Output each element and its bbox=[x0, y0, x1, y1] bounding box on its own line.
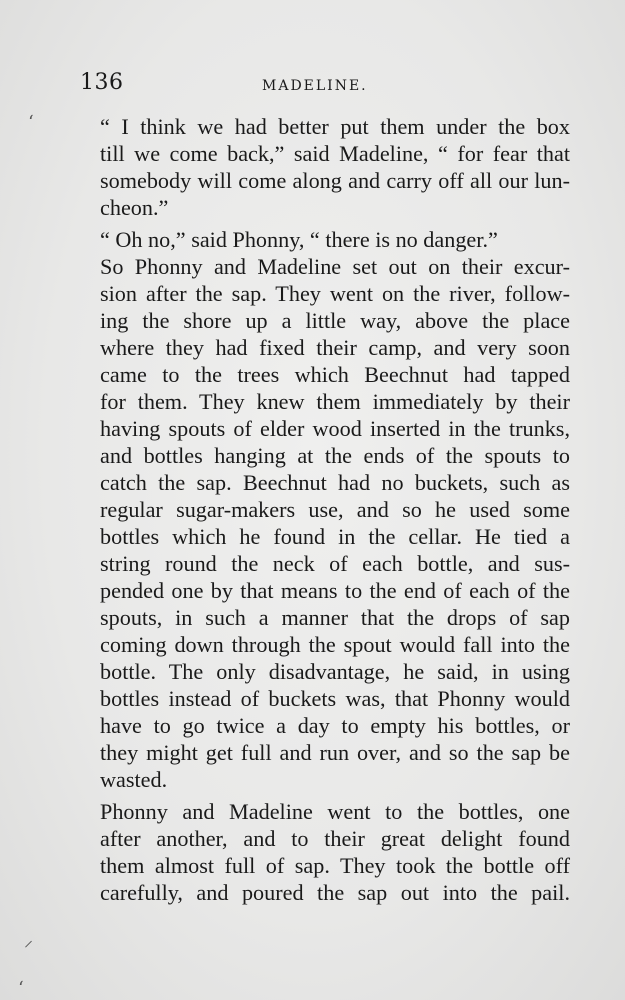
text-line: for them. They knew them immediately by their bbox=[100, 389, 570, 414]
text-line: coming down through the spout would fall into the bbox=[100, 632, 570, 657]
text-line: bottle. The only disadvantage, he said, in using bbox=[100, 659, 570, 684]
text-line: cheon.” bbox=[100, 195, 169, 220]
text-line: “ Oh no,” said Phonny, “ there is no danger.” bbox=[100, 227, 498, 252]
margin-specks: ⸝ bbox=[24, 930, 33, 951]
text-line: have to go twice a day to empty his bottles, or bbox=[100, 713, 570, 738]
paragraph bbox=[78, 798, 570, 906]
margin-specks: ʻ bbox=[28, 112, 34, 133]
text-line: they might get full and run over, and so the sap be bbox=[100, 740, 570, 765]
text-line: catch the sap. Beechnut had no buckets, such as bbox=[100, 470, 570, 495]
text-line: after another, and to their great delight found bbox=[100, 826, 570, 851]
text-line: having spouts of elder wood inserted in the trunks, bbox=[100, 416, 570, 441]
text-line: wasted. bbox=[100, 767, 168, 792]
text-line: spouts, in such a manner that the drops of sap bbox=[100, 605, 570, 630]
text-line: “ I think we had better put them under the box bbox=[100, 114, 570, 139]
text-line: them almost full of sap. They took the bottle off bbox=[100, 853, 570, 878]
text-line: came to the trees which Beechnut had tapped bbox=[100, 362, 570, 387]
text-line: ing the shore up a little way, above the place bbox=[100, 308, 570, 333]
text-line: where they had fixed their camp, and very soon bbox=[100, 335, 570, 360]
body-text bbox=[78, 113, 570, 906]
text-line: sion after the sap. They went on the river, follow- bbox=[100, 281, 570, 306]
text-line: string round the neck of each bottle, and sus- bbox=[100, 551, 570, 576]
page-number: 136 bbox=[80, 70, 124, 95]
text-line: and bottles hanging at the ends of the spouts to bbox=[100, 443, 570, 468]
text-line: till we come back,” said Madeline, “ for fear that bbox=[100, 141, 570, 166]
text-line: bottles which he found in the cellar. He tied a bbox=[100, 524, 570, 549]
text-line: bottles instead of buckets was, that Phonny would bbox=[100, 686, 570, 711]
text-line: Phonny and Madeline went to the bottles, one bbox=[100, 799, 570, 824]
paragraph bbox=[78, 253, 570, 793]
text-line: somebody will come along and carry off all our lun- bbox=[100, 168, 570, 193]
text-line: carefully, and poured the sap out into the pail. bbox=[100, 880, 570, 905]
text-line: pended one by that means to the end of each of the bbox=[100, 578, 570, 603]
running-title: MADELINE. bbox=[262, 78, 368, 94]
text-line: So Phonny and Madeline set out on their excur- bbox=[100, 254, 570, 279]
text-line: regular sugar-makers use, and so he used some bbox=[100, 497, 570, 522]
paragraph bbox=[78, 113, 570, 221]
margin-specks: ʻ bbox=[18, 978, 24, 999]
paragraph bbox=[78, 226, 570, 253]
